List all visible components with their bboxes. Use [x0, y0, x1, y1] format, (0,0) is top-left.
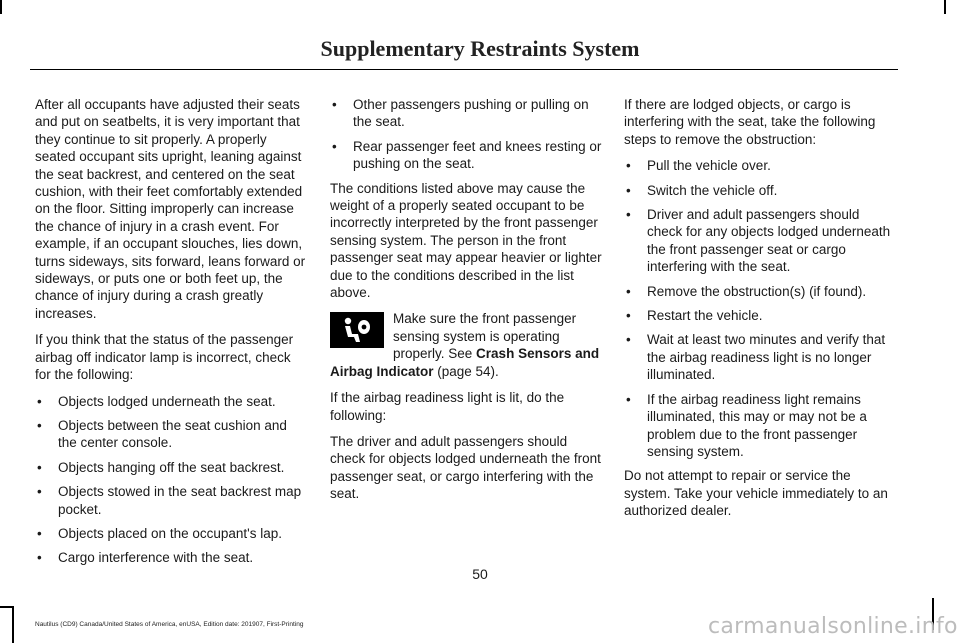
paragraph: The driver and adult passengers should check for objects lodged underneath the front passenger seat, or cargo interfering with the seat.	[330, 433, 601, 502]
paragraph: After all occupants have adjusted their seats and put on seatbelts, it is very important that they continue to sit properly. A properly seated occupant sits upright, leaning against the seat backrest, and centered on the seat cushion, with their feet comfortably extended on the floor. Sitting improperly can increase the chance of injury in a crash event. For example, if an occupant slouches, lies down, turns sideways, sits forward, leans forward or sideways, or puts one or both feet up, the chance of injury during a crash greatly increases.	[35, 97, 306, 321]
column-2	[330, 96, 602, 512]
list-item: • Driver and adult passengers should check for any objects lodged underneath the front passenger seat or cargo interfering with the seat.	[624, 206, 896, 276]
note-text: Make sure the front passenger sensing system is operating properly. See	[393, 311, 577, 362]
list-item: • Objects between the seat cushion and the center console.	[35, 417, 307, 452]
column-3	[624, 96, 896, 529]
paragraph: If the airbag readiness light is lit, do the following:	[330, 390, 565, 423]
list-item: • If the airbag readiness light remains illuminated, this may or may not be a problem due to the front passenger sensing system.	[624, 391, 896, 461]
crop-mark-top-left	[0, 0, 2, 14]
crop-mark-bottom-left-v	[12, 606, 14, 643]
list-item: • Other passengers pushing or pulling on the seat.	[330, 96, 602, 131]
paragraph: If you think that the status of the passenger airbag off indicator lamp is incorrect, check for the following:	[35, 332, 294, 383]
paragraph: The conditions listed above may cause the weight of a properly seated occupant to be incorrectly interpreted by the front passenger sensing system. The person in the front passenger seat may appear heavier or lighter due to the conditions described in the list above.	[330, 180, 602, 301]
crop-mark-bottom-left	[0, 606, 12, 608]
bullet-list	[624, 157, 896, 460]
warning-note	[330, 310, 602, 380]
list-item: • Objects placed on the occupant's lap.	[35, 525, 307, 542]
list-item: • Objects hanging off the seat backrest.	[35, 459, 307, 476]
list-item: • Remove the obstruction(s) (if found).	[624, 283, 896, 300]
crop-mark-top-right	[944, 0, 946, 14]
list-item: • Wait at least two minutes and verify that the airbag readiness light is no longer illuminated.	[624, 331, 896, 383]
note-page-ref: (page 54).	[433, 363, 499, 379]
column-1	[35, 96, 307, 574]
list-item: • Rear passenger feet and knees resting or pushing on the seat.	[330, 138, 602, 173]
page-number: 50	[472, 566, 488, 582]
footer-edition: Nautilus (CD9) Canada/United States of America, enUSA, Edition date: 201907, First-Printing	[35, 621, 304, 628]
list-item: • Objects lodged underneath the seat.	[35, 393, 307, 410]
bullet-list	[35, 393, 307, 567]
watermark: carmanualsonline.info	[708, 614, 958, 639]
airbag-warning-icon	[330, 312, 384, 348]
header-divider	[30, 69, 898, 70]
paragraph: Do not attempt to repair or service the system. Take your vehicle immediately to an authorized dealer.	[624, 468, 888, 519]
paragraph: If there are lodged objects, or cargo is interfering with the seat, take the following steps to remove the obstruction:	[624, 97, 876, 147]
bullet-list	[330, 96, 602, 173]
page-title: Supplementary Restraints System	[320, 36, 640, 61]
cross-reference-link[interactable]: Crash Sensors and Airbag Indicator	[330, 346, 600, 379]
list-item: • Objects stowed in the seat backrest map pocket.	[35, 483, 307, 518]
list-item: • Cargo interference with the seat.	[35, 549, 307, 566]
list-item: • Restart the vehicle.	[624, 307, 896, 324]
list-item: • Switch the vehicle off.	[624, 182, 896, 199]
list-item: • Pull the vehicle over.	[624, 157, 896, 174]
